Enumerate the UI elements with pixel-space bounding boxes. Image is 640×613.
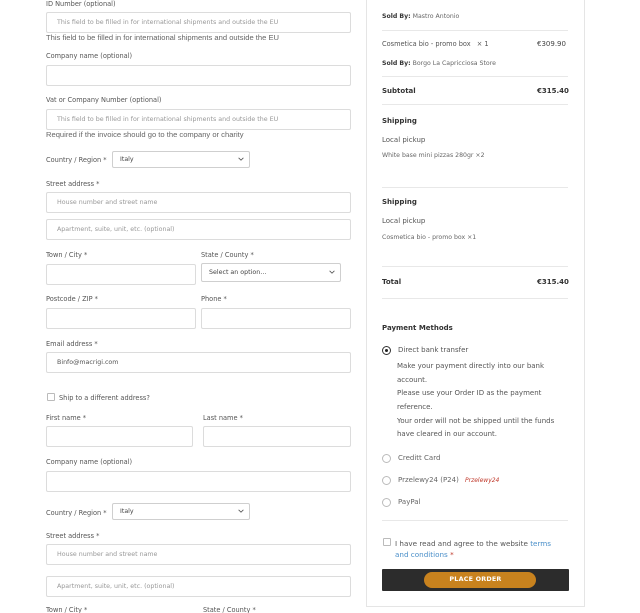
ship-street-label: Street address * (46, 532, 100, 540)
terms-link[interactable]: terms (530, 539, 552, 548)
last-name-input[interactable] (203, 426, 351, 447)
chevron-down-icon (238, 508, 244, 514)
postcode-label: Postcode / ZIP * (46, 295, 98, 303)
sold-by-label: Sold By: (382, 60, 411, 67)
shipping-1-items: White base mini pizzas 280gr ×2 (382, 152, 485, 159)
first-name-label: First name * (46, 414, 87, 422)
ship-street-input[interactable]: House number and street name (46, 544, 351, 565)
terms-link[interactable]: and conditions (395, 550, 448, 559)
ship-town-label: Town / City * (46, 606, 88, 613)
bank-desc-line-6: have cleared in our account. (397, 430, 498, 438)
bank-transfer-label[interactable]: Direct bank transfer (398, 346, 469, 354)
subtotal-value: €315.40 (537, 87, 569, 95)
divider (382, 104, 568, 105)
terms-text (395, 538, 551, 560)
email-input[interactable]: Binfo@macrigi.com (46, 352, 351, 373)
p24-radio[interactable] (382, 476, 391, 485)
divider (382, 187, 568, 188)
ship-company-label: Company name (optional) (46, 458, 133, 466)
divider (382, 520, 568, 521)
street2-input[interactable]: Apartment, suite, unit, etc. (optional) (46, 219, 351, 240)
bank-desc-line-4: reference. (397, 403, 433, 411)
vat-label: Vat or Company Number (optional) (46, 96, 162, 104)
email-label: Email address * (46, 340, 98, 348)
total-label: Total (382, 278, 402, 286)
shipping-2-title: Shipping (382, 198, 417, 206)
company-label: Company name (optional) (46, 52, 133, 60)
item-name (382, 40, 489, 48)
bank-desc-line-5: Your order will not be shipped until the funds (397, 417, 555, 425)
first-name-input[interactable] (46, 426, 193, 447)
vendor-2: Borgo La Capricciosa Store (412, 60, 496, 67)
p24-label[interactable]: Przelewy24 (P24) (398, 476, 459, 484)
ship-different-label: Ship to a different address? (59, 394, 150, 402)
town-label: Town / City * (46, 251, 88, 259)
ship-country-select[interactable] (112, 503, 250, 520)
vat-input[interactable]: This field to be filled in for international shipments and outside the EU (46, 109, 351, 130)
ship-company-input[interactable] (46, 471, 351, 492)
item-qty: × 1 (476, 40, 489, 48)
phone-input[interactable] (201, 308, 351, 329)
phone-label: Phone * (201, 295, 227, 303)
sold-by-2 (382, 60, 496, 67)
paypal-label[interactable]: PayPal (398, 498, 421, 506)
ship-state-label: State / County * (203, 606, 256, 613)
bank-desc-line-3: Please use your Order ID as the payment (397, 389, 542, 397)
company-input[interactable] (46, 65, 351, 86)
street-input[interactable]: House number and street name (46, 192, 351, 213)
id-number-input[interactable]: This field to be filled in for international shipments and outside the EU (46, 12, 351, 33)
total-value: €315.40 (537, 278, 569, 286)
divider (382, 266, 568, 267)
ship-country-label: Country / Region * (46, 509, 107, 517)
town-input[interactable] (46, 264, 196, 285)
divider (382, 30, 568, 31)
country-value: Italy (120, 156, 134, 163)
shipping-1-method: Local pickup (382, 136, 426, 144)
bank-desc-line-1: Make your payment directly into our bank (397, 362, 545, 370)
place-order-button[interactable] (382, 569, 569, 591)
chevron-down-icon (238, 156, 244, 162)
sold-by-1 (382, 13, 459, 20)
terms-prefix: I have read and agree to the website (395, 539, 528, 548)
subtotal-label: Subtotal (382, 87, 416, 95)
credit-card-label[interactable]: Creditt Card (398, 454, 441, 462)
vat-help: Required if the invoice should go to the company or charity (46, 130, 244, 139)
country-label: Country / Region * (46, 156, 107, 164)
ship-different-checkbox[interactable] (47, 393, 55, 401)
divider (382, 76, 568, 77)
bank-transfer-radio[interactable] (382, 346, 391, 355)
credit-card-radio[interactable] (382, 454, 391, 463)
country-select[interactable] (112, 151, 250, 168)
id-number-help: This field to be filled in for international shipments and outside the EU (46, 33, 280, 42)
terms-checkbox[interactable] (383, 538, 391, 546)
p24-logo: Przelewy24 (465, 477, 500, 484)
place-order-label: PLACE ORDER (449, 575, 502, 583)
vendor-1: Mastro Antonio (412, 13, 460, 20)
payment-methods-title: Payment Methods (382, 324, 453, 332)
bank-desc-line-2: account. (397, 376, 428, 384)
postcode-input[interactable] (46, 308, 196, 329)
shipping-1-title: Shipping (382, 117, 417, 125)
street-label: Street address * (46, 180, 100, 188)
shipping-2-items: Cosmetica bio - promo box ×1 (382, 234, 477, 241)
paypal-radio[interactable] (382, 498, 391, 507)
divider (382, 298, 568, 299)
chevron-down-icon (329, 269, 335, 275)
shipping-2-method: Local pickup (382, 217, 426, 225)
state-select[interactable] (201, 263, 341, 282)
item-price: €309.90 (537, 40, 566, 48)
id-number-label: ID Number (optional) (46, 0, 116, 8)
ship-country-value: Italy (120, 508, 134, 515)
last-name-label: Last name * (203, 414, 243, 422)
state-label: State / County * (201, 251, 254, 259)
state-value: Select an option… (209, 269, 267, 276)
sold-by-label: Sold By: (382, 13, 411, 20)
terms-required: * (450, 550, 454, 559)
ship-street2-input[interactable]: Apartment, suite, unit, etc. (optional) (46, 576, 351, 597)
item-name-text: Cosmetica bio - promo box (382, 40, 471, 48)
